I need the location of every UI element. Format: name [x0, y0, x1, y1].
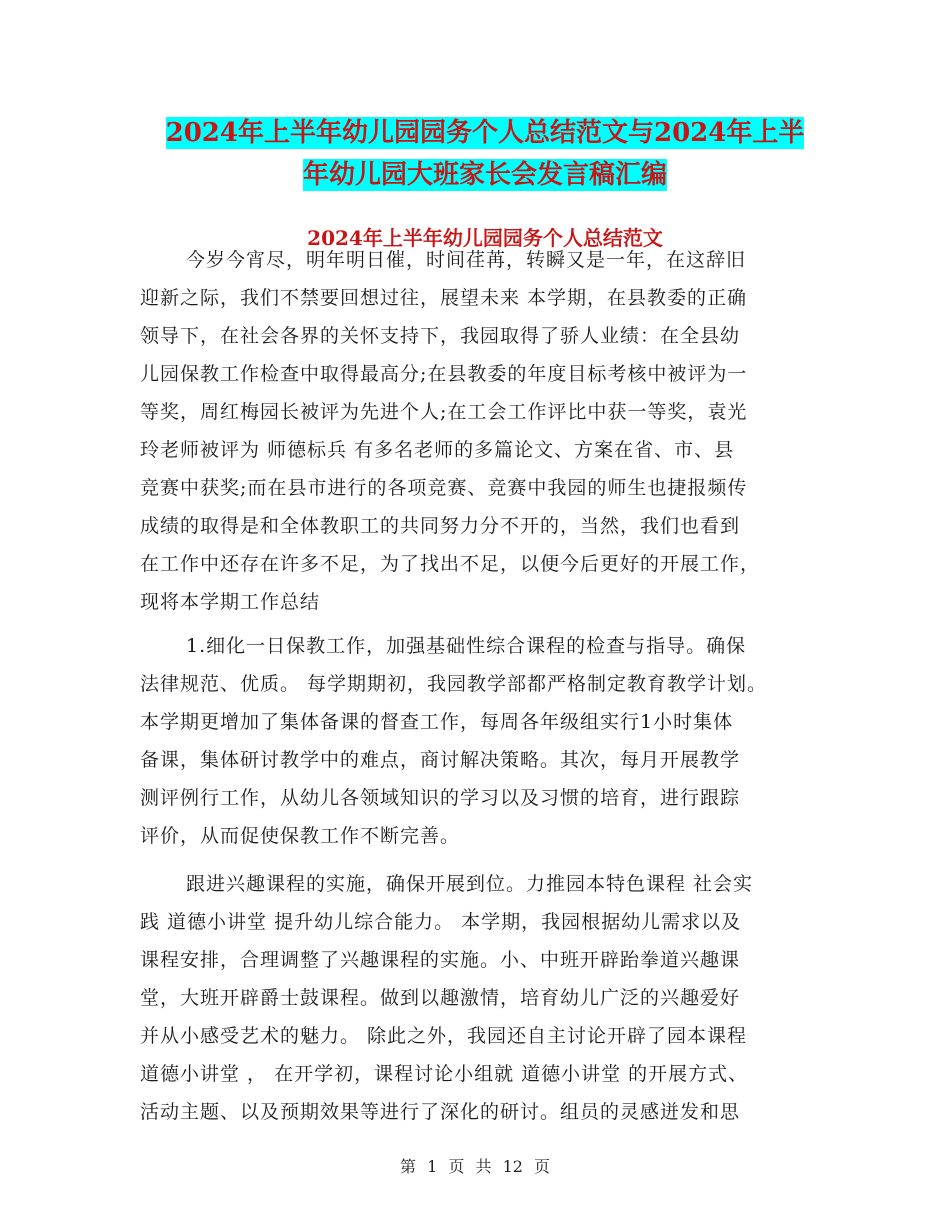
paragraph-line: 领导下，在社会各界的关怀支持下，我园取得了骄人业绩：在全县幼	[140, 325, 741, 347]
paragraph-line: 1.细化一日保教工作，加强基础性综合课程的检查与指导。确保	[186, 635, 747, 657]
paragraph-line: 玲老师被评为 师德标兵 有多名老师的多篇论文、方案在省、市、县	[140, 439, 735, 461]
paragraph-line: 活动主题、以及预期效果等进行了深化的研讨。组员的灵感迸发和思	[140, 1101, 741, 1123]
paragraph-line: 竞赛中获奖;而在县市进行的各项竞赛、竞赛中我园的师生也捷报频传	[140, 477, 748, 499]
footer-page-label: 第	[399, 1157, 416, 1176]
paragraph-line: 并从小感受艺术的魅力。 除此之外，我园还自主讨论开辟了园本课程	[140, 1025, 748, 1047]
paragraph-line: 成绩的取得是和全体教职工的共同努力分不开的，当然，我们也看到	[140, 515, 741, 537]
paragraph-line: 法律规范、优质。 每学期期初，我园教学部都严格制定教育教学计划。	[140, 673, 768, 695]
paragraph-line: 道德小讲堂 ， 在开学初，课程讨论小组就 道德小讲堂 的开展方式、	[140, 1063, 749, 1085]
paragraph-line: 今岁今宵尽，明年明日催，时间荏苒，转瞬又是一年，在这辞旧	[186, 249, 747, 271]
paragraph-line: 本学期更增加了集体备课的督查工作，每周各年级组实行1小时集体	[140, 711, 734, 733]
footer-current-page: 1	[427, 1157, 438, 1176]
footer-total-label: 共	[475, 1157, 492, 1176]
paragraph-line: 现将本学期工作总结	[140, 591, 321, 613]
paragraph-line: 等奖，周红梅园长被评为先进个人;在工会工作评比中获一等奖，袁光	[140, 401, 748, 423]
paragraph-line: 课程安排，合理调整了兴趣课程的实施。小、中班开辟跆拳道兴趣课	[140, 949, 741, 971]
paragraph-line: 评价，从而促使保教工作不断完善。	[140, 825, 461, 847]
section-title: 2024年上半年幼儿园园务个人总结范文	[307, 226, 663, 250]
document-title-line-1: 2024年上半年幼儿园园务个人总结范文与2024年上半	[165, 118, 805, 148]
document-title-line-2: 年幼儿园大班家长会发言稿汇编	[302, 160, 667, 190]
page-footer	[0, 1156, 950, 1178]
paragraph-line: 测评例行工作，从幼儿各领域知识的学习以及习惯的培育，进行跟踪	[140, 787, 741, 809]
paragraph-line: 在工作中还存在许多不足，为了找出不足，以便今后更好的开展工作，	[140, 553, 761, 575]
footer-total-pages: 12	[502, 1157, 523, 1176]
paragraph-line: 跟进兴趣课程的实施，确保开展到位。力推园本特色课程 社会实	[186, 873, 754, 895]
paragraph-line: 备课，集体研讨教学中的难点，商讨解决策略。其次，每月开展教学	[140, 749, 741, 771]
paragraph-line: 堂，大班开辟爵士鼓课程。做到以趣激情，培育幼儿广泛的兴趣爱好	[140, 987, 741, 1009]
footer-page-unit: 页	[448, 1157, 465, 1176]
document-title	[140, 112, 830, 196]
footer-total-unit: 页	[534, 1157, 551, 1176]
paragraph-line: 践 道德小讲堂 提升幼儿综合能力。 本学期，我园根据幼儿需求以及	[140, 911, 742, 933]
paragraph-line: 儿园保教工作检查中取得最高分;在县教委的年度目标考核中被评为一	[140, 363, 748, 385]
paragraph-line: 迎新之际，我们不禁要回想过往，展望未来 本学期，在县教委的正确	[140, 287, 748, 309]
